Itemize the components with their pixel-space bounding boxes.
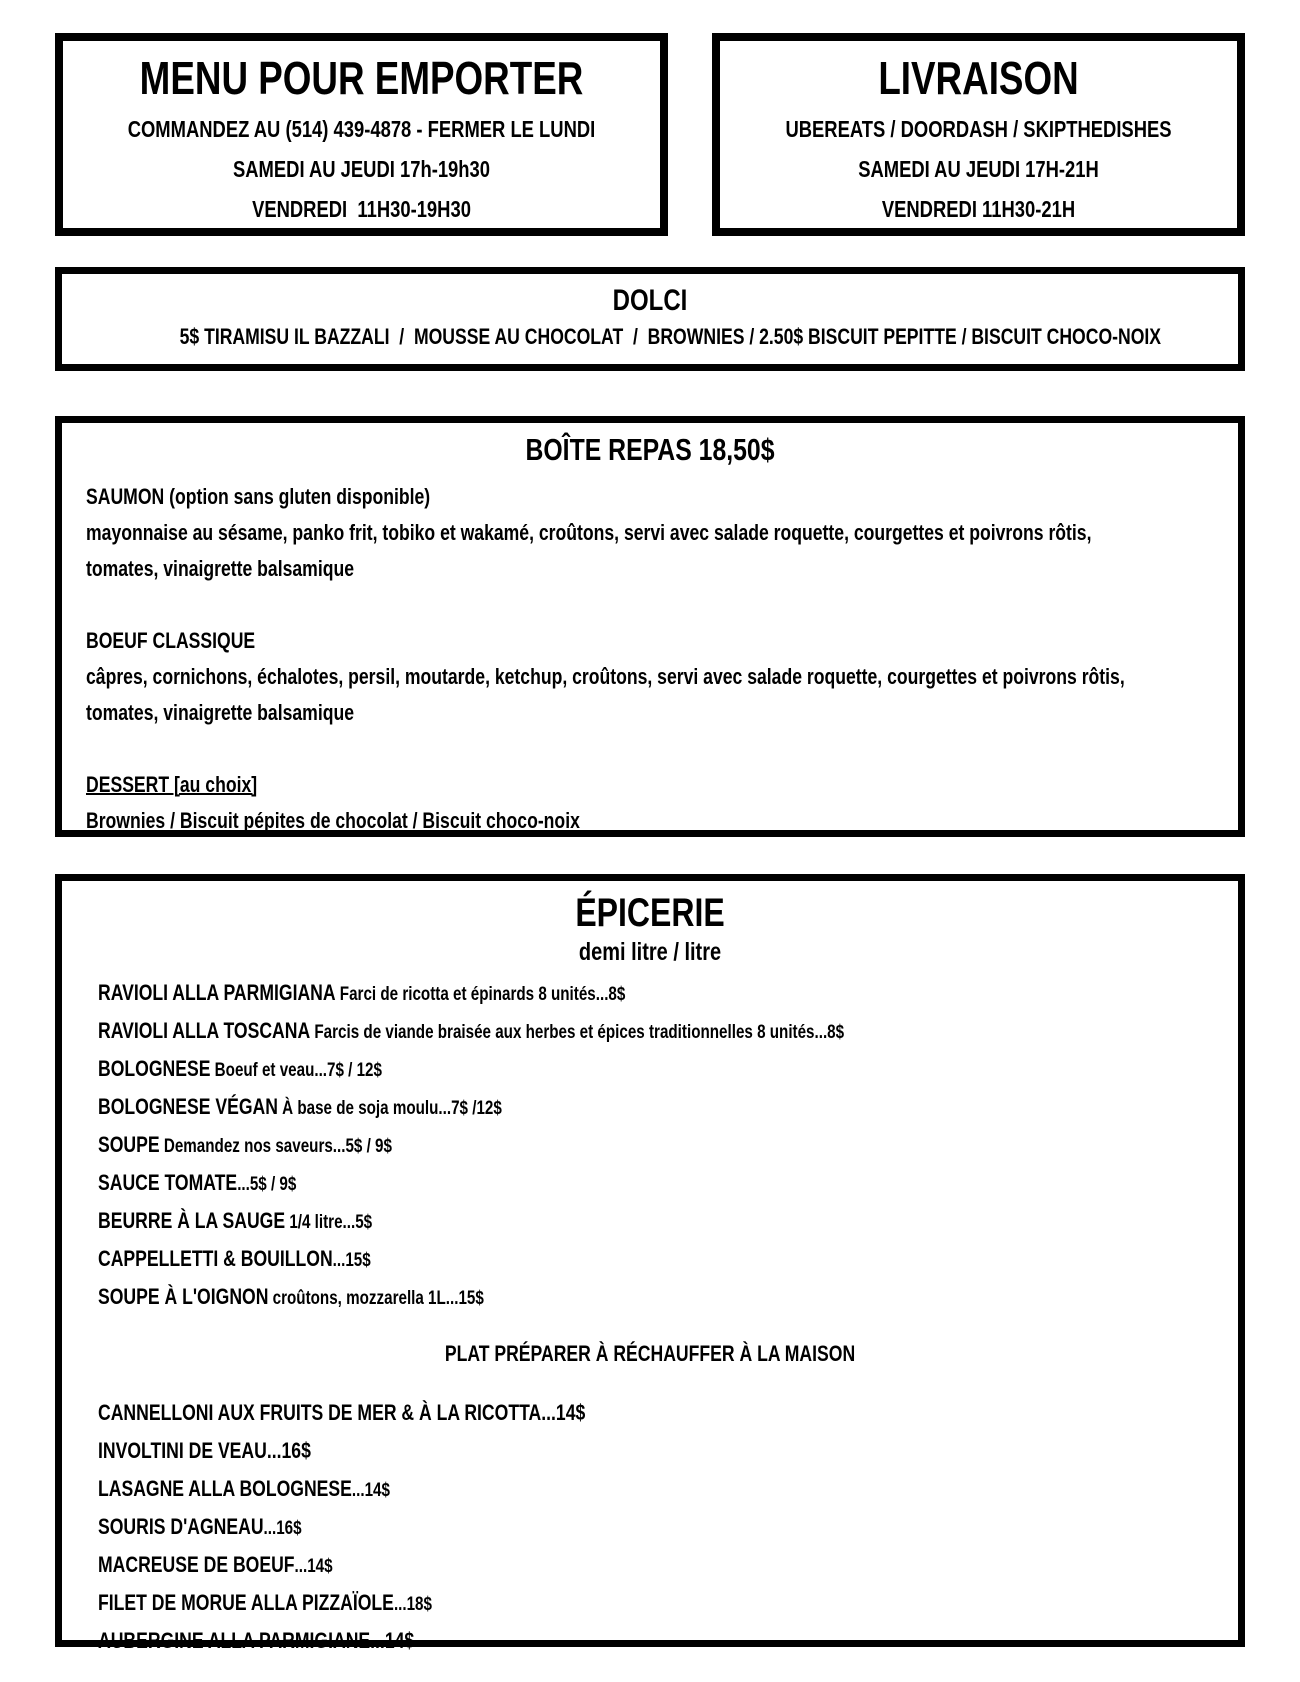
menu-item (98, 1051, 1010, 1089)
item-name: SOUPE (98, 1132, 160, 1157)
item-detail: Farcis de viande braisée aux herbes et épices traditionnelles 8 unités...8$ (310, 1022, 845, 1043)
item-name: SOURIS D'AGNEAU (98, 1514, 264, 1539)
boeuf-description-line2: tomates, vinaigrette balsamique (86, 700, 354, 725)
menu-item (98, 1395, 1010, 1433)
item-name: BOLOGNESE VÉGAN (98, 1094, 278, 1119)
item-name: FILET DE MORUE ALLA PIZZAÏOLE (98, 1590, 394, 1615)
menu-item (98, 1623, 1010, 1661)
item-detail: ...5$ / 9$ (237, 1174, 297, 1195)
menu-item (98, 1241, 1010, 1279)
item-name: BOLOGNESE (98, 1056, 211, 1081)
menu-item (98, 1203, 1010, 1241)
epicerie-title: ÉPICERIE (575, 891, 725, 935)
menu-item (98, 1127, 1010, 1165)
item-detail: Boeuf et veau...7$ / 12$ (210, 1060, 382, 1081)
item-name: MACREUSE DE BOEUF (98, 1552, 295, 1577)
menu-item (98, 1433, 1010, 1471)
item-name: CAPPELLETTI & BOUILLON (98, 1246, 333, 1271)
takeout-box (55, 33, 668, 236)
item-detail: À base de soja moulu...7$ /12$ (277, 1098, 502, 1119)
item-detail: Farci de ricotta et épinards 8 unités...8$ (335, 984, 626, 1005)
dolci-title: DOLCI (612, 284, 688, 317)
menu-item (98, 1165, 1010, 1203)
item-detail: ...15$ (332, 1250, 371, 1271)
item-detail: ...14$ (294, 1556, 333, 1577)
menu-item (98, 1279, 1010, 1317)
dessert-heading: DESSERT [au choix] (86, 772, 258, 797)
reheat-items-list (62, 1395, 1238, 1661)
epicerie-box (55, 874, 1245, 1653)
item-name: CANNELLONI AUX FRUITS DE MER & À LA RICOTTA...14$ (98, 1400, 586, 1425)
dessert-options-line: Brownies / Biscuit pépites de chocolat / Biscuit choco-noix (86, 808, 580, 833)
menu-item (98, 1471, 1010, 1509)
boite-repas-box (55, 416, 1245, 837)
boeuf-heading: BOEUF CLASSIQUE (86, 628, 256, 653)
saumon-heading: SAUMON (option sans gluten disponible) (86, 484, 431, 509)
item-name: SOUPE À L'OIGNON (98, 1284, 269, 1309)
dolci-items-line: 5$ TIRAMISU IL BAZZALI / MOUSSE AU CHOCOLAT / BROWNIES / 2.50$ BISCUIT PEPITTE / BISCUIT CHOCO-NOIX (179, 324, 1162, 349)
boeuf-description-line1: câpres, cornichons, échalotes, persil, moutarde, ketchup, croûtons, servi avec salade roquette, courgettes et poivrons rôtis, (86, 664, 1125, 689)
delivery-hours-weekdays: SAMEDI AU JEUDI 17H-21H (858, 156, 1099, 182)
takeout-title: MENU POUR EMPORTER (139, 52, 584, 104)
item-detail: ...16$ (263, 1518, 302, 1539)
item-detail: ...18$ (393, 1594, 432, 1615)
menu-item (98, 1509, 1010, 1547)
item-name: AUBERGINE ALLA PARMIGIANE...14$ (98, 1628, 415, 1653)
item-detail: 1/4 litre...5$ (285, 1212, 373, 1233)
saumon-description-line1: mayonnaise au sésame, panko frit, tobiko et wakamé, croûtons, servi avec salade roquette, courgettes et poivrons rôtis, (86, 520, 1092, 545)
reheat-section-header: PLAT PRÉPARER À RÉCHAUFFER À LA MAISON (444, 1341, 856, 1366)
boite-repas-title: BOÎTE REPAS 18,50$ (525, 432, 775, 467)
delivery-title: LIVRAISON (878, 52, 1079, 104)
delivery-box (712, 33, 1245, 236)
top-row (55, 33, 1245, 236)
menu-item (98, 1585, 1010, 1623)
menu-item (98, 1547, 1010, 1585)
takeout-hours-weekdays: SAMEDI AU JEUDI 17h-19h30 (233, 156, 490, 182)
menu-item (98, 1013, 1010, 1051)
dolci-box (55, 267, 1245, 371)
item-name: INVOLTINI DE VEAU...16$ (98, 1438, 311, 1463)
delivery-hours-friday: VENDREDI 11H30-21H (881, 196, 1076, 222)
item-name: LASAGNE ALLA BOLOGNESE (98, 1476, 352, 1501)
item-detail: croûtons, mozzarella 1L...15$ (268, 1288, 484, 1309)
menu-item (98, 1089, 1010, 1127)
epicerie-items-list (62, 975, 1238, 1317)
saumon-description-line2: tomates, vinaigrette balsamique (86, 556, 354, 581)
item-detail: ...14$ (351, 1480, 390, 1501)
menu-item (98, 975, 1010, 1013)
delivery-platforms-line: UBEREATS / DOORDASH / SKIPTHEDISHES (785, 116, 1172, 142)
item-name: SAUCE TOMATE (98, 1170, 238, 1195)
item-name: BEURRE À LA SAUGE (98, 1208, 286, 1233)
item-name: RAVIOLI ALLA TOSCANA (98, 1018, 311, 1043)
takeout-hours-friday: VENDREDI 11H30-19H30 (252, 196, 471, 222)
item-detail: Demandez nos saveurs...5$ / 9$ (159, 1136, 392, 1157)
item-name: RAVIOLI ALLA PARMIGIANA (98, 980, 336, 1005)
takeout-order-line: COMMANDEZ AU (514) 439-4878 - FERMER LE LUNDI (127, 116, 596, 142)
epicerie-subtitle: demi litre / litre (578, 938, 722, 966)
